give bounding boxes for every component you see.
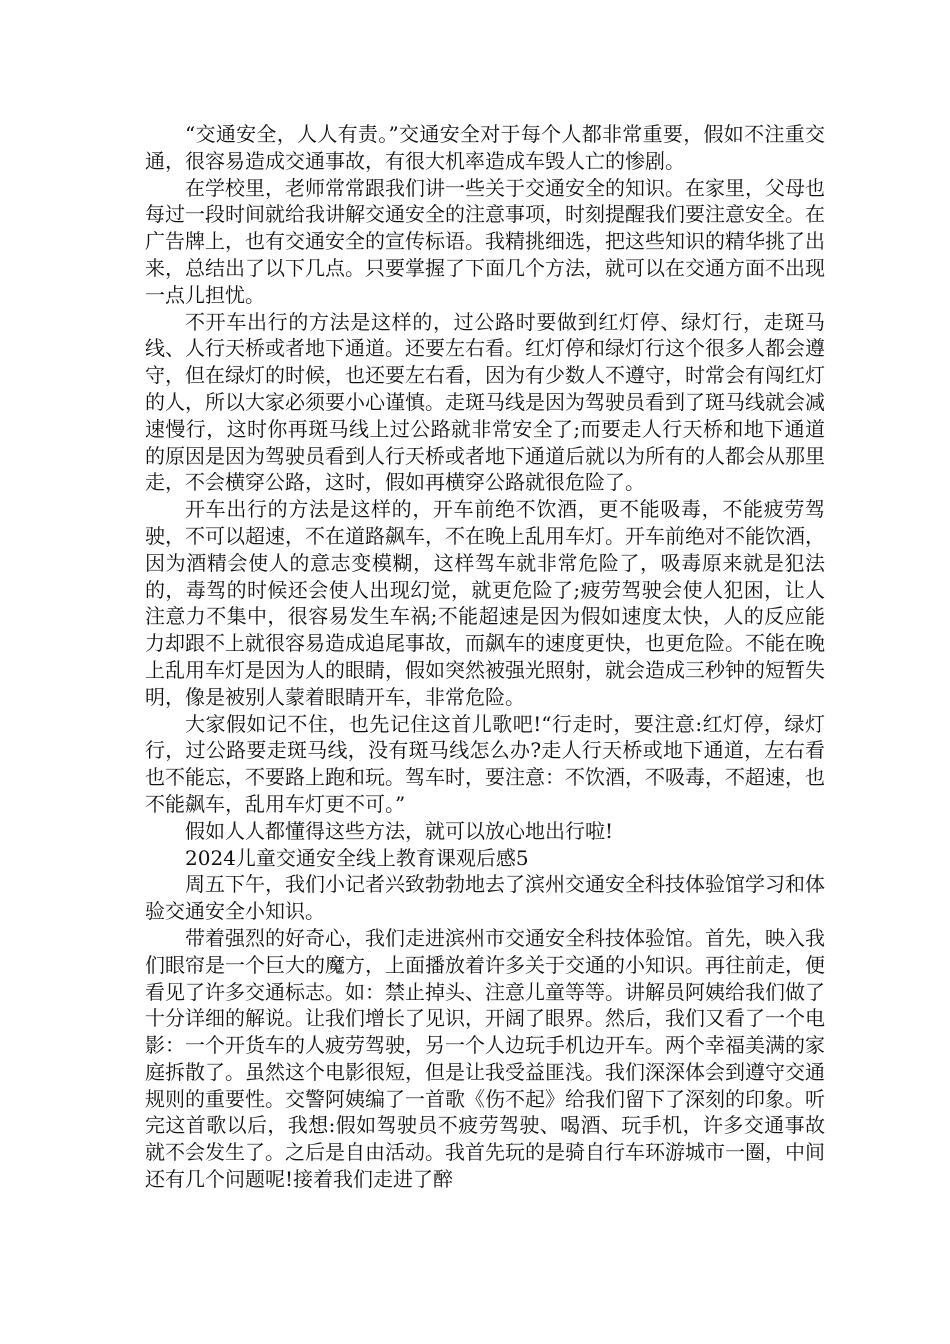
paragraph-experience-hall: 带着强烈的好奇心，我们走进滨州市交通安全科技体验馆。首先，映入我们眼帘是一个巨大的魔方，上面播放着许多关于交通的小知识。再往前走，便看见了许多交通标志。如：禁止掉头、注意儿童等等。讲解员阿姨给我们做了十分详细的解说。让我们增长了见识，开阔了眼界。然后，我们又看了一个电影：一个开货车的人疲劳驾驶，另一个人边玩手机边开车。两个幸福美满的家庭拆散了。虽然这个电影很短，但是让我受益匪浅。我们深深体会到遵守交通规则的重要性。交警阿姨编了一首歌《伤不起》给我们留下了深刻的印象。听完这首歌以后，我想:假如驾驶员不疲劳驾驶、喝酒、玩手机，许多交通事故就不会发生了。之后是自由活动。我首先玩的是骑自行车环游城市一圈，中间还有几个问题呢!接着我们走进了醉 <box>145 925 825 1192</box>
paragraph-conclusion: 假如人人都懂得这些方法，就可以放心地出行啦! <box>185 818 614 843</box>
paragraph-nursery-rhyme: 大家假如记不住，也先记住这首儿歌吧!“行走时，要注意:红灯停，绿灯行，过公路要走斑马线，没有斑马线怎么办?走人行天桥或地下通道，左右看也不能忘，不要路上跑和玩。驾车时，要注意：不饮酒，不吸毒，不超速，也不能飙车，乱用车灯更不可。” <box>145 711 825 816</box>
paragraph-intro: “交通安全，人人有责。”交通安全对于每个人都非常重要，假如不注重交通，很容易造成交通事故，有很大机率造成车毁人亡的惨剧。 <box>145 122 825 173</box>
paragraph-friday-visit: 周五下午，我们小记者兴致勃勃地去了滨州交通安全科技体验馆学习和体验交通安全小知识。 <box>145 872 825 924</box>
paragraph-pedestrian-rules: 不开车出行的方法是这样的，过公路时要做到红灯停、绿灯行，走斑马线、人行天桥或者地下通道。还要左右看。红灯停和绿灯行这个很多人都会遵守，但在绿灯的时候，也还要左右看，因为有少数人不遵守，时常会有闯红灯的人，所以大家必须要小心谨慎。走斑马线是因为驾驶员看到了斑马线就会减速慢行，这时你再斑马线上过公路就非常安全了;而要走人行天桥和地下通道的原因是因为驾驶员看到人行天桥或者地下通道后就以为所有的人都会从那里走，不会横穿公路，这时，假如再横穿公路就很危险了。 <box>145 309 825 495</box>
document-body <box>145 121 825 1193</box>
paragraph-driving-rules: 开车出行的方法是这样的，开车前绝不饮酒，更不能吸毒，不能疲劳驾驶，不可以超速，不在道路飙车，不在晚上乱用车灯。开车前绝对不能饮酒，因为酒精会使人的意志变模糊，这样驾车就非常危险了，吸毒原来就是犯法的，毒驾的时候还会使人出现幻觉，就更危险了;疲劳驾驶会使人犯困，让人注意力不集中，很容易发生车祸;不能超速是因为假如速度太快，人的反应能力却跟不上就很容易造成追尾事故，而飙车的速度更快，也更危险。不能在晚上乱用车灯是因为人的眼睛，假如突然被强光照射，就会造成三秒钟的短暂失明，像是被别人蒙着眼睛开车，非常危险。 <box>145 497 825 709</box>
paragraph-school-knowledge: 在学校里，老师常常跟我们讲一些关于交通安全的知识。在家里，父母也每过一段时间就给我讲解交通安全的注意事项，时刻提醒我们要注意安全。在广告牌上，也有交通安全的宣传标语。我精挑细选，把这些知识的精华挑了出来，总结出了以下几点。只要掌握了下面几个方法，就可以在交通方面不出现一点儿担忧。 <box>145 175 825 307</box>
section-heading: 2024儿童交通安全线上教育课观后感5 <box>185 845 529 870</box>
